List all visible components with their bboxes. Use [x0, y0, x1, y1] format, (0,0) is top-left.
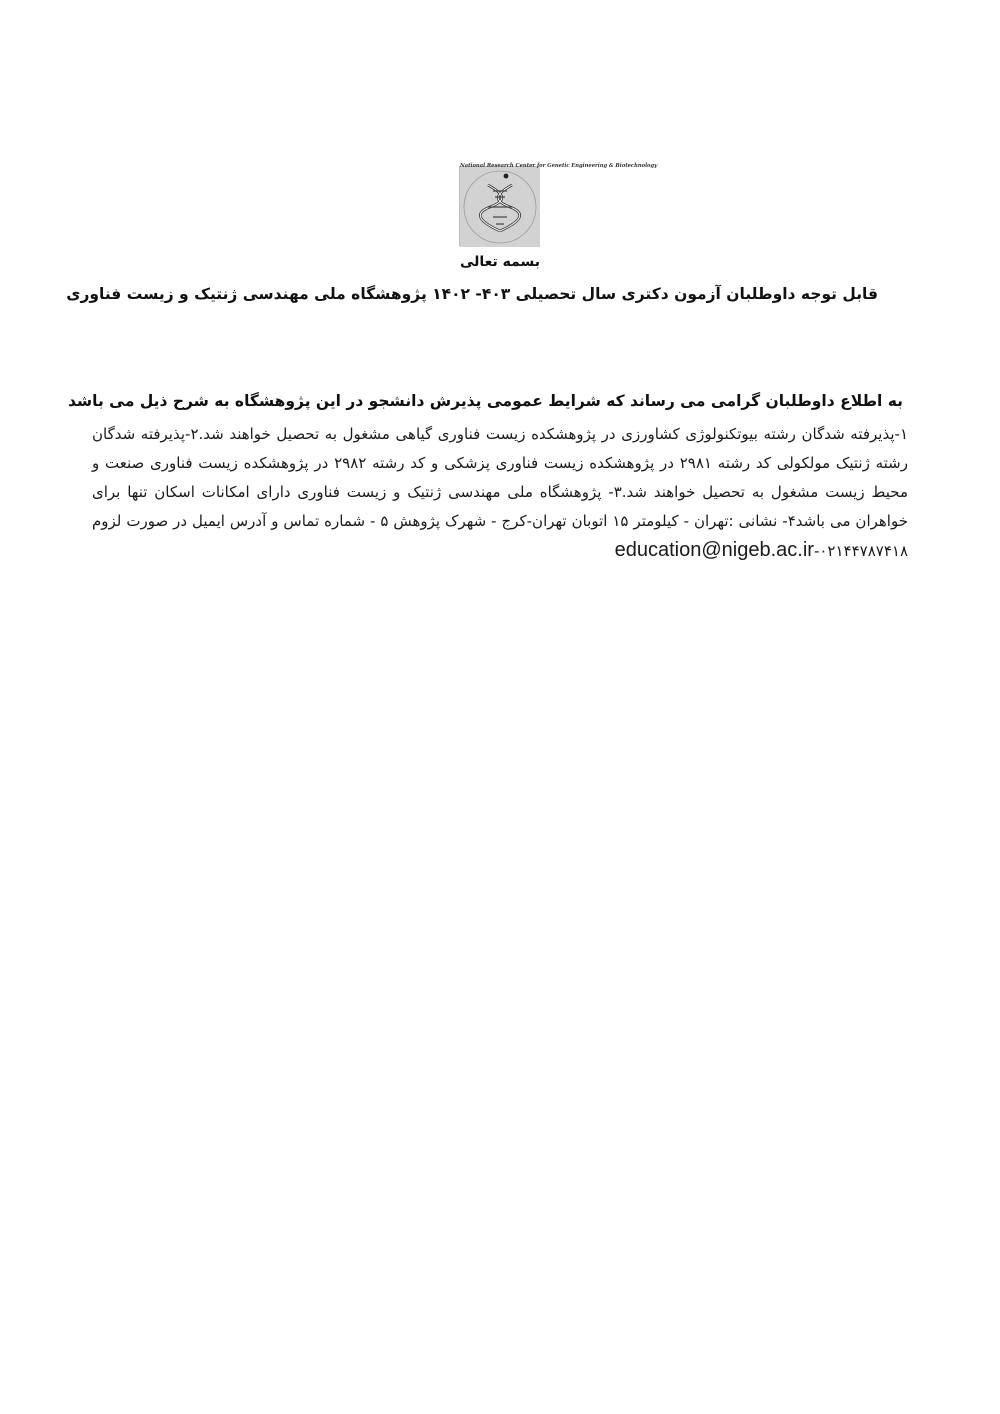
institute-logo [459, 163, 658, 246]
contact-email[interactable]: education@nigeb.ac.ir [614, 539, 814, 561]
intro-heading: به اطلاع داوطلبان گرامی می رساند که شرایط عمومی پذیرش دانشجو در این پژوهشگاه به شرح ذیل می باشد [67, 392, 903, 410]
page-title: قابل توجه داوطلبان آزمون دکتری سال تحصیلی ۴۰۳- ۱۴۰۲ پژوهشگاه ملی مهندسی ژنتیک و زیست فناوری [66, 285, 878, 303]
conditions-paragraph [92, 420, 908, 566]
conditions-text: ۱-پذیرفته شدگان رشته بیوتکنولوژی کشاورزی در پژوهشکده زیست فناوری گیاهی مشغول به تحصیل خواهند شد.۲-پذیرفته شدگان رشته ژنتیک مولکولی کد رشته ۲۹۸۱ در پژوهشکده زیست فناوری پزشکی و کد رشته ۲۹۸۲ در پژوهشکده زیست فناوری صنعت و محیط زیست مشغول به تحصیل خواهند شد.۳- پژوهشگاه ملی مهندسی ژنتیک و زیست فناوری دارای امکانات اسکان تنها برای خواهران می باشد۴- نشانی :تهران - کیلومتر ۱۵ اتوبان تهران-کرج - شهرک پژوهش ۵ - شماره تماس و آدرس ایمیل در صورت لزوم ۰۲۱۴۴۷۸۷۴۱۸- [92, 425, 908, 560]
nigeb-dna-helix-logo-icon [460, 163, 658, 247]
logo-ring-text: National Research Center for Genetic Engineering & Biotechnology [460, 163, 658, 169]
basmala-heading: بسمه تعالی [459, 254, 541, 270]
